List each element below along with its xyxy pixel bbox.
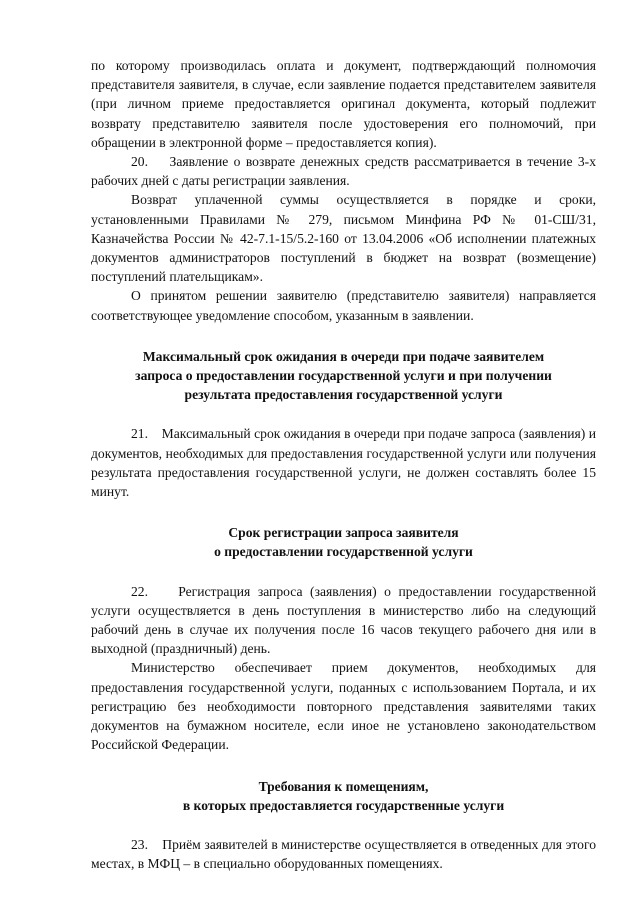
section-heading-waiting-time — [91, 347, 596, 405]
heading-line: Требования к помещениям, — [258, 778, 429, 794]
paragraph-20: 20. Заявление о возврате денежных средств рассматривается в течение 3-х рабочих дней с даты регистрации заявления. — [91, 154, 596, 189]
heading-line: о предоставлении государственной услуги — [214, 544, 473, 560]
section-heading-registration — [91, 523, 596, 561]
paragraph-20-notice: О принятом решении заявителю (представителю заявителя) направляется соответствующее уведомление способом, указанным в заявлении. — [91, 288, 596, 323]
paragraph-21: 21. Максимальный срок ожидания в очереди при подаче запроса (заявления) и документов, необходимых для предоставления государственной услуги или получения результата предоставления государственной услуги, не должен составлять более 15 минут. — [91, 426, 596, 500]
heading-line: в которых предоставляется государственные услуги — [182, 797, 505, 813]
section-heading-premises — [91, 777, 596, 815]
heading-line: результата предоставления государственной услуги — [184, 387, 503, 403]
paragraph-23: 23. Приём заявителей в министерстве осуществляется в отведенных для этого местах, в МФЦ – в специально оборудованных помещениях. — [91, 836, 596, 872]
heading-line: Срок регистрации запроса заявителя — [228, 525, 459, 541]
paragraph-22-portal: Министерство обеспечивает прием документов, необходимых для предоставления государственной услуги, поданных с использованием Портала, и их регистрацию без необходимости повторного представления заявителями таких документов на бумажном носителе, если иное не установлено законодательством Российской Федерации. — [91, 660, 596, 753]
heading-line: запроса о предоставлении государственной услуги и при получении — [135, 368, 552, 384]
paragraph-20-refund: Возврат уплаченной суммы осуществляется в порядке и сроки, установленными Правилами № 279, письмом Минфина РФ № 01-СШ/31, Казначейства России № 42-7.1-15/5.2-160 от 13.04.2006 «Об исполнении платежных документов администраторов поступлений в бюджет на возврат (возмещение) поступлений плательщикам». — [91, 192, 596, 285]
heading-line: Максимальный срок ожидания в очереди при подаче заявителем — [142, 348, 545, 364]
paragraph-22: 22. Регистрация запроса (заявления) о предоставлении государственной услуги осуществляется в день поступления в министерство либо на следующий рабочий день в случае их получения после 16 часов текущего рабочего дня или в выходной (праздничный) день. — [91, 583, 596, 657]
paragraph-continuation: по которому производилась оплата и документ, подтверждающий полномочия представителя заявителя, в случае, если заявление подается представителем заявителя (при личном приеме предоставляется оригинал документа, который подлежит возврату представителю заявителя после удостоверения его полномочий, при обращении в электронной форме – предоставляется копия). — [91, 58, 596, 150]
